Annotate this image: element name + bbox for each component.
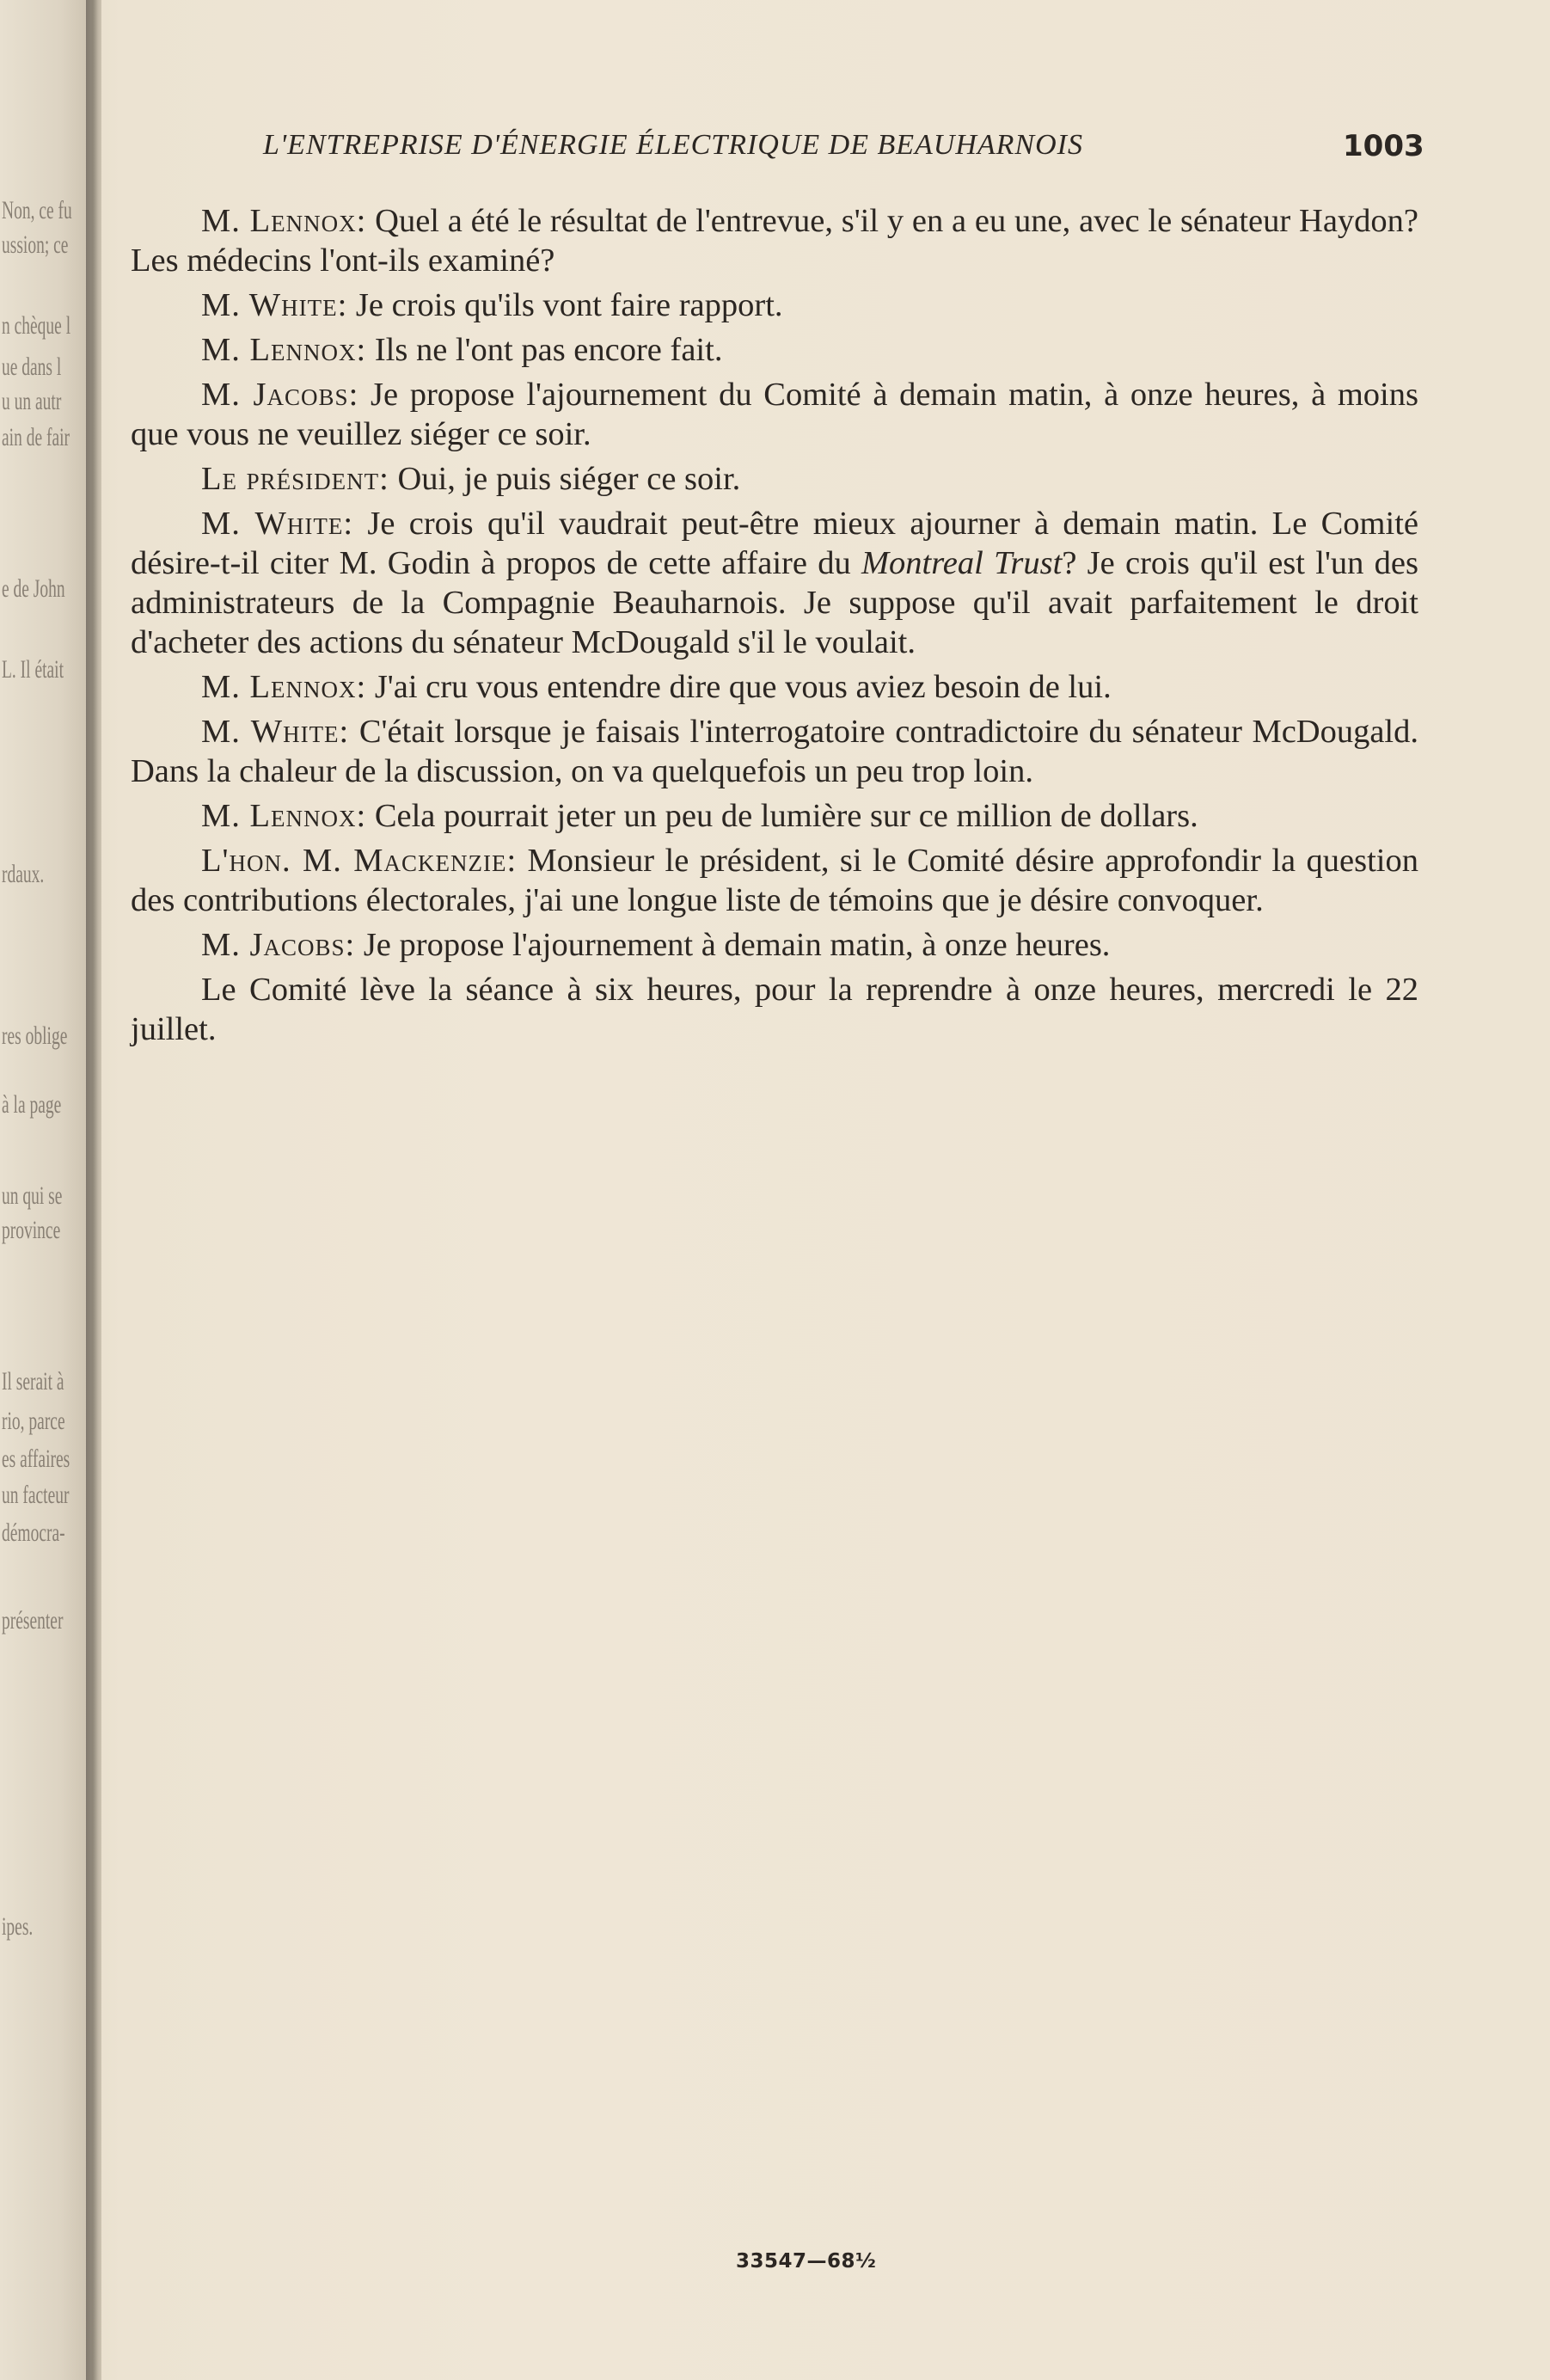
speaker-label: M. Lennox: [201,203,367,239]
page-number: 1003 [1343,129,1424,163]
transcript-paragraph [131,201,1418,280]
facing-page-fragment: ussion; ce [2,230,69,259]
speaker-label: M. White: [201,287,348,323]
speaker-label: M. Jacobs: [201,377,359,413]
transcript-paragraph [131,712,1418,791]
speaker-label: Le président: [201,461,389,497]
speech-text: Monsieur le président, si le Comité désire approfondir la question des contributions électorales, j'ai une longue liste de témoins que je désire convoquer. [131,843,1418,918]
speaker-label: M. White: [201,506,354,542]
facing-page-fragment: ue dans l [2,353,62,381]
speaker-label: M. Lennox: [201,669,367,705]
speech-text: Je propose l'ajournement du Comité à demain matin, à onze heures, à moins que vous ne veuillez siéger ce soir. [131,377,1418,452]
transcript-paragraph [131,841,1418,920]
adjournment-note [131,970,1418,1049]
speaker-label: M. Lennox: [201,332,367,368]
transcript-paragraph [131,504,1418,662]
facing-page-fragment: ain de fair [2,423,70,451]
speaker-label: M. White: [201,714,350,750]
facing-page-fragment: province [2,1216,61,1244]
transcript-paragraph [131,375,1418,454]
speaker-label: M. Lennox: [201,798,367,834]
facing-page-fragment: un qui se [2,1181,63,1210]
speech-text: C'était lorsque je faisais l'interrogatoire contradictoire du sénateur McDougald. Dans la chaleur de la discussion, on va quelquefois un peu trop loin. [131,714,1418,789]
transcript-paragraph [131,285,1418,325]
facing-page-fragment: L. Il était [2,655,64,684]
speech-text: Je crois qu'il vaudrait peut-être mieux ajourner à demain matin. Le Comité désire-t-il citer M. Godin à propos de cette affaire du [131,506,1418,581]
running-head: L'ENTREPRISE D'ÉNERGIE ÉLECTRIQUE DE BEAUHARNOIS [263,129,1083,161]
speech-text: Ils ne l'ont pas encore fait. [366,332,723,368]
speaker-label: M. Jacobs: [201,927,356,963]
facing-page-fragment: Non, ce fu [2,196,72,224]
speaker-label: L'hon. M. Mackenzie: [201,843,518,879]
facing-page-fragment: rio, parce [2,1407,65,1435]
speech-text: Oui, je puis siéger ce soir. [389,461,741,497]
italic-company-name: Montreal Trust [861,545,1063,581]
transcript-paragraph [131,330,1418,370]
facing-page-fragment: u un autr [2,387,62,415]
transcript-paragraph [131,459,1418,499]
speech-text: Cela pourrait jeter un peu de lumière sur ce million de dollars. [366,798,1198,834]
facing-page-fragment: n chèque l [2,311,71,340]
facing-page-fragment: démocra- [2,1518,65,1547]
transcript-paragraph [131,796,1418,836]
speech-text: J'ai cru vous entendre dire que vous aviez besoin de lui. [366,669,1112,705]
facing-page-fragment: à la page [2,1090,62,1119]
speech-text: Je crois qu'ils vont faire rapport. [347,287,783,323]
facing-page-fragment: ipes. [2,1912,34,1941]
speech-text: Le Comité lève la séance à six heures, pour la reprendre à onze heures, mercredi le 22 juillet. [131,972,1418,1047]
transcript-paragraph [131,667,1418,707]
gutter-shadow [86,0,98,2380]
facing-page-fragment: un facteur [2,1481,70,1509]
facing-page-fragment: es affaires [2,1445,70,1473]
transcript-body [131,201,1418,1054]
facing-page-fragment: Il serait à [2,1367,64,1395]
transcript-paragraph [131,925,1418,965]
speech-text: Je propose l'ajournement à demain matin, à onze heures. [355,927,1111,963]
facing-page-fragment: rdaux. [2,860,45,888]
facing-page-fragment: présenter [2,1606,64,1635]
speech-text: Quel a été le résultat de l'entrevue, s'il y en a eu une, avec le sénateur Haydon? Les médecins l'ont-ils examiné? [131,203,1418,279]
facing-page-fragment: e de John [2,574,65,603]
facing-page-fragment: res oblige [2,1021,68,1050]
speech-text-continued: ? Je crois qu'il est l'un des administrateurs de la Compagnie Beauharnois. Je suppose qu'il avait parfaitement le droit d'acheter des actions du sénateur McDougald s'il le voulait. [131,545,1418,660]
printer-signature-code: 33547—68½ [736,2250,877,2273]
